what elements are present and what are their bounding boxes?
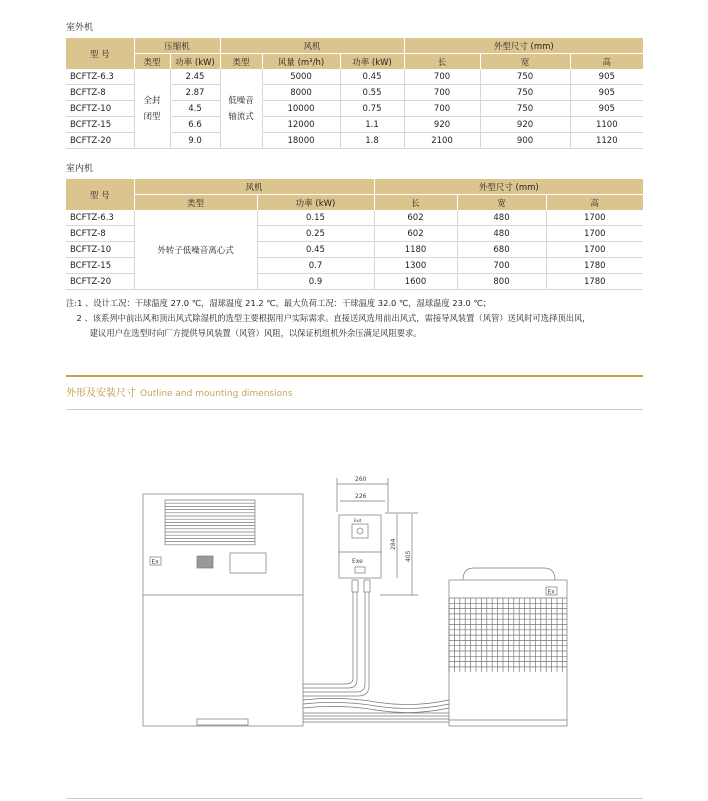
dim-284: 284 [390, 538, 397, 550]
header-length: 长 [374, 195, 457, 211]
cell-width: 480 [457, 226, 546, 242]
cell-height: 1700 [546, 210, 643, 226]
section-title-cn: 外形及安装尺寸 [66, 388, 136, 399]
footer-divider [66, 798, 643, 799]
exd-label: Exd [354, 518, 362, 523]
cell-width: 750 [480, 69, 570, 85]
display-icon [197, 556, 213, 568]
note-1: 注:1 、设计工况：干球温度 27.0 ℃，湿球温度 21.2 ℃。最大负荷工况：干球温度 32.0 ℃，湿球温度 23.0 ℃； [66, 298, 492, 308]
dim-260: 260 [355, 476, 367, 483]
cell-height: 905 [570, 69, 643, 85]
cell-fan-power: 1.1 [340, 117, 404, 133]
header-model: 型 号 [66, 38, 134, 70]
cell-length: 2100 [404, 133, 480, 149]
cell-height: 1780 [546, 274, 643, 290]
outdoor-unit-drawing [449, 568, 567, 726]
cell-comp-power: 4.5 [170, 101, 220, 117]
header-fan: 风机 [134, 179, 374, 195]
exe-label: Exe [352, 558, 363, 565]
cell-length: 700 [404, 101, 480, 117]
control-panel-icon [230, 553, 266, 573]
header-fan-power: 功率 (kW) [257, 195, 374, 211]
cell-length: 1180 [374, 242, 457, 258]
header-fan: 风机 [220, 38, 404, 54]
cell-width: 750 [480, 101, 570, 117]
header-height: 高 [570, 54, 643, 70]
cell-height: 1100 [570, 117, 643, 133]
cell-airflow: 5000 [262, 69, 340, 85]
header-comp-power: 功率 (kW) [170, 54, 220, 70]
cell-fan-power: 0.45 [257, 242, 374, 258]
cell-fan-power: 0.9 [257, 274, 374, 290]
cell-height: 1120 [570, 133, 643, 149]
condenser-grid [449, 598, 567, 672]
cell-comp-power: 9.0 [170, 133, 220, 149]
cell-comp-power: 6.6 [170, 117, 220, 133]
cell-width: 480 [457, 210, 546, 226]
header-dimensions: 外型尺寸 (mm) [404, 38, 643, 54]
header-fan-type: 类型 [134, 195, 257, 211]
header-dimensions: 外型尺寸 (mm) [374, 179, 643, 195]
dim-226: 226 [355, 493, 367, 500]
cell-airflow: 12000 [262, 117, 340, 133]
cell-width: 920 [480, 117, 570, 133]
header-width: 宽 [457, 195, 546, 211]
header-length: 长 [404, 54, 480, 70]
cell-width: 900 [480, 133, 570, 149]
cell-length: 602 [374, 226, 457, 242]
cell-fan-power: 0.15 [257, 210, 374, 226]
header-model: 型 号 [66, 179, 134, 211]
cell-height: 905 [570, 85, 643, 101]
cell-height: 1700 [546, 226, 643, 242]
cell-fan-power: 0.55 [340, 85, 404, 101]
cell-length: 700 [404, 85, 480, 101]
cell-fan-power: 0.45 [340, 69, 404, 85]
cell-model: BCFTZ-8 [66, 85, 134, 101]
cell-fan-power: 0.7 [257, 258, 374, 274]
cell-model: BCFTZ-15 [66, 117, 134, 133]
cell-height: 1780 [546, 258, 643, 274]
cell-model: BCFTZ-20 [66, 274, 134, 290]
air-grille [165, 500, 255, 545]
cell-fan-power: 0.75 [340, 101, 404, 117]
cell-model: BCFTZ-15 [66, 258, 134, 274]
cell-model: BCFTZ-6.3 [66, 69, 134, 85]
header-height: 高 [546, 195, 643, 211]
indoor-unit-drawing [143, 494, 303, 726]
cell-comp-power: 2.87 [170, 85, 220, 101]
cell-width: 680 [457, 242, 546, 258]
cell-fan-power: 0.25 [257, 226, 374, 242]
cell-model: BCFTZ-8 [66, 226, 134, 242]
cell-length: 602 [374, 210, 457, 226]
cell-width: 700 [457, 258, 546, 274]
cell-width: 800 [457, 274, 546, 290]
section-title-en: Outline and mounting dimensions [140, 389, 293, 399]
cell-airflow: 10000 [262, 101, 340, 117]
cell-model: BCFTZ-10 [66, 242, 134, 258]
cell-comp-type: 全封闭型 [134, 69, 170, 149]
drain-slot [197, 719, 248, 725]
ex-label-indoor: Ex [151, 558, 159, 566]
header-fan-power: 功率 (kW) [340, 54, 404, 70]
note-2-cont: 建议用户在选型时向厂方提供导风装置（风管）风阻，以保证机组机外余压满足风阻要求。 [66, 328, 422, 338]
cell-length: 700 [404, 69, 480, 85]
cell-length: 1300 [374, 258, 457, 274]
cell-fan-type: 外转子低噪音离心式 [134, 210, 257, 290]
header-compressor: 压缩机 [134, 38, 220, 54]
header-comp-type: 类型 [134, 54, 170, 70]
cell-length: 920 [404, 117, 480, 133]
cell-model: BCFTZ-6.3 [66, 210, 134, 226]
cell-model: BCFTZ-20 [66, 133, 134, 149]
dim-405: 405 [405, 550, 412, 562]
note-2: 2 、该系列中前出风和顶出风式除湿机的选型主要根据用户实际需求。直接送风选用前出风式，需接导风装置（风管）送风时可选择顶出风， [66, 313, 591, 323]
cell-width: 750 [480, 85, 570, 101]
header-fan-type: 类型 [220, 54, 262, 70]
cell-height: 905 [570, 101, 643, 117]
ex-label-outdoor: Ex [547, 588, 555, 596]
cell-fan-power: 1.8 [340, 133, 404, 149]
indoor-caption: 室内机 [66, 164, 94, 174]
cell-height: 1700 [546, 242, 643, 258]
cell-airflow: 18000 [262, 133, 340, 149]
cell-airflow: 8000 [262, 85, 340, 101]
header-width: 宽 [480, 54, 570, 70]
cell-length: 1600 [374, 274, 457, 290]
junction-box-drawing [303, 476, 418, 696]
cell-fan-type: 低噪音轴流式 [220, 69, 262, 149]
header-airflow: 风量 (m³/h) [262, 54, 340, 70]
cable-bundle [303, 698, 449, 722]
outdoor-caption: 室外机 [66, 23, 94, 33]
cell-model: BCFTZ-10 [66, 101, 134, 117]
cell-comp-power: 2.45 [170, 69, 220, 85]
